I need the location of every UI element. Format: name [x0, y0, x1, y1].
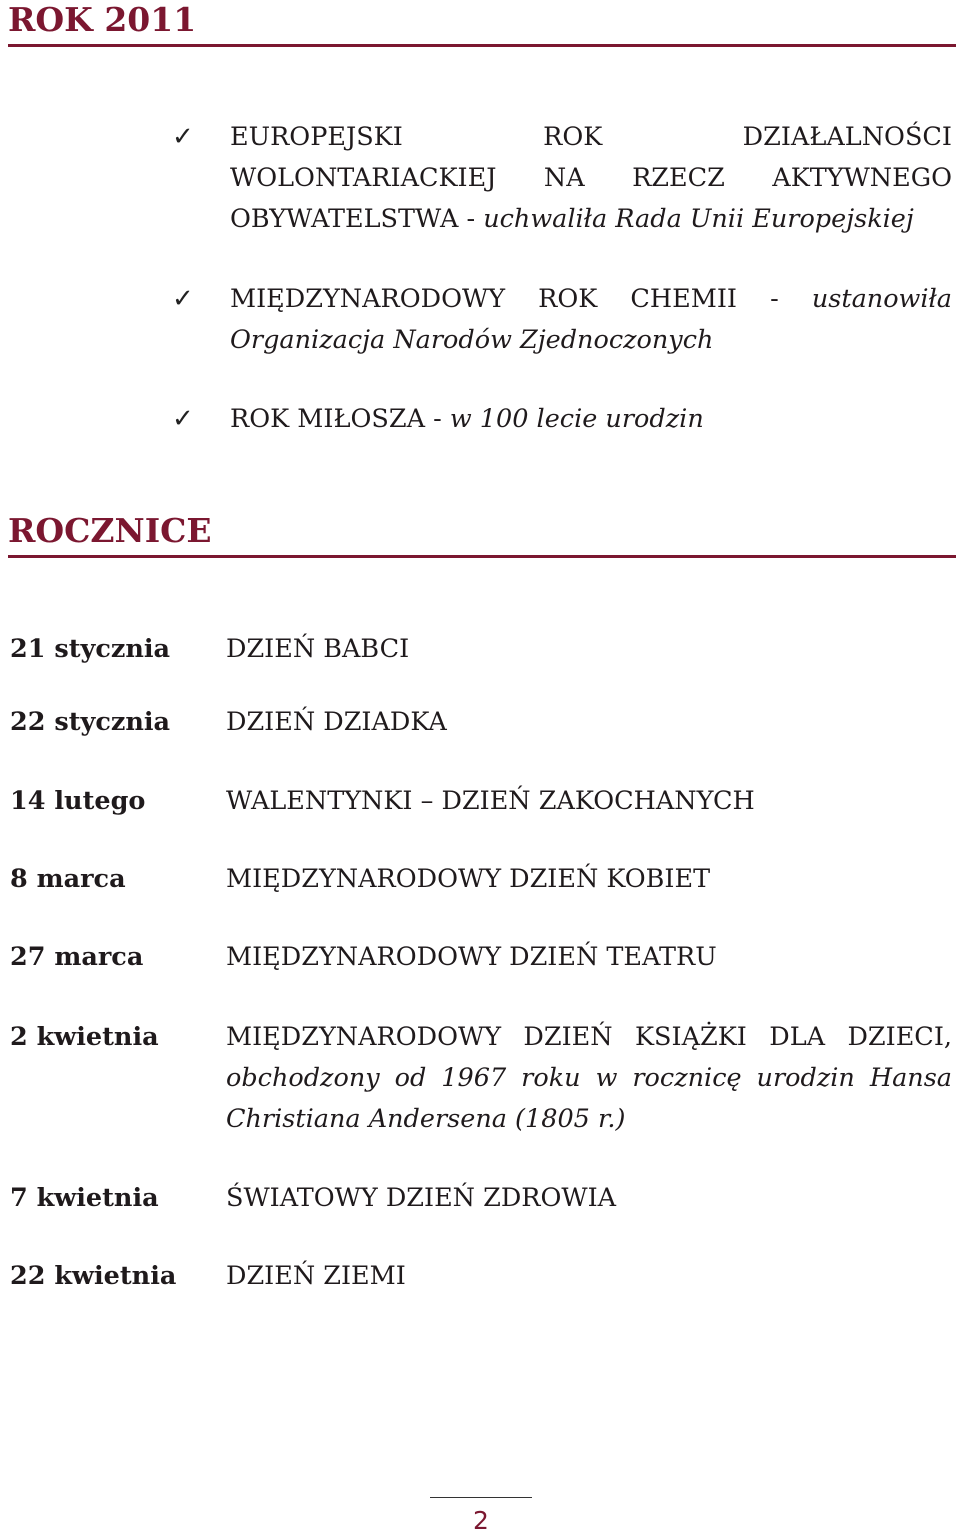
- anniversary-row: [10, 629, 952, 670]
- anniversary-event: ŚWIATOWY DZIEŃ ZDROWIA: [226, 1183, 617, 1213]
- year-item-title: MIĘDZYNARODOWY ROK CHEMII -: [230, 284, 779, 314]
- anniversary-row: [10, 702, 952, 743]
- anniversary-event: MIĘDZYNARODOWY DZIEŃ KOBIET: [226, 864, 711, 894]
- anniversary-row: [10, 1256, 952, 1297]
- check-icon: ✓: [172, 404, 194, 434]
- page-number: 2: [473, 1506, 489, 1535]
- anniversary-date: 7 kwietnia: [10, 1183, 159, 1213]
- year-item-note: ustanowiła Organizacja Narodów Zjednoczonych: [230, 284, 953, 355]
- anniversary-row: [10, 1178, 952, 1219]
- year-list-item: [172, 117, 952, 240]
- year-item-note: w 100 lecie urodzin: [449, 404, 704, 434]
- anniversary-event: WALENTYNKI – DZIEŃ ZAKOCHANYCH: [226, 786, 755, 816]
- anniversary-event: MIĘDZYNARODOWY DZIEŃ KSIĄŻKI DLA DZIECI,: [226, 1022, 952, 1052]
- section-heading-year: ROK 2011: [8, 3, 956, 47]
- anniversary-date: 2 kwietnia: [10, 1022, 159, 1052]
- year-list-item: [172, 399, 952, 440]
- anniversary-event: DZIEŃ DZIADKA: [226, 707, 447, 737]
- anniversary-event: MIĘDZYNARODOWY DZIEŃ TEATRU: [226, 942, 717, 972]
- year-item-title: ROK MIŁOSZA -: [230, 404, 442, 434]
- year-item-note: uchwaliła Rada Unii Europejskiej: [483, 204, 914, 234]
- anniversary-date: 14 lutego: [10, 786, 146, 816]
- year-list-item: [172, 279, 953, 361]
- anniversary-date: 8 marca: [10, 864, 126, 894]
- check-icon: ✓: [172, 122, 194, 152]
- anniversary-row: [10, 937, 952, 978]
- anniversary-row: [10, 1017, 952, 1140]
- anniversary-date: 22 kwietnia: [10, 1261, 177, 1291]
- year-item-title: EUROPEJSKI ROK DZIAŁALNOŚCI WOLONTARIACKIEJ NA RZECZ AKTYWNEGO OBYWATELSTWA -: [230, 122, 952, 234]
- footer-divider: [430, 1497, 532, 1498]
- anniversary-date: 22 stycznia: [10, 707, 171, 737]
- anniversary-event: DZIEŃ BABCI: [226, 634, 410, 664]
- anniversary-event: DZIEŃ ZIEMI: [226, 1261, 406, 1291]
- check-icon: ✓: [172, 284, 194, 314]
- section-heading-anniversaries: ROCZNICE: [8, 514, 956, 558]
- anniversary-date: 21 stycznia: [10, 634, 171, 664]
- anniversary-date: 27 marca: [10, 942, 144, 972]
- anniversary-row: [10, 781, 952, 822]
- anniversary-note: obchodzony od 1967 roku w rocznicę urodzin Hansa Christiana Andersena (1805 r.): [226, 1063, 952, 1134]
- anniversary-row: [10, 859, 952, 900]
